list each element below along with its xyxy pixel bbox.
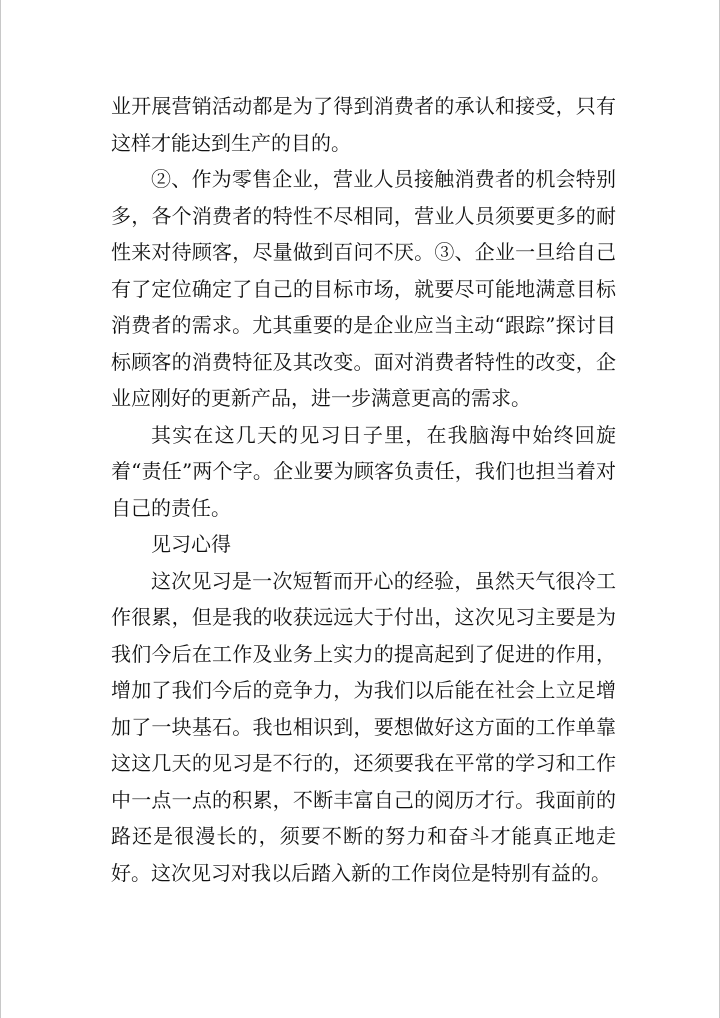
- paragraph-retail-points: ②、作为零售企业，营业人员接触消费者的机会特别多，各个消费者的特性不尽相同，营业人员须要更多的耐性来对待顾客，尽量做到百问不厌。③、企业一旦给自己有了定位确定了自己的目标市场，就要尽可能地满意目标消费者的需求。尤其重要的是企业应当主动“跟踪”探讨目标顾客的消费特征及其改变。面对消费者特性的改变，企业应刚好的更新产品，进一步满意更高的需求。: [111, 167, 616, 410]
- section-heading: 见习心得: [151, 532, 231, 556]
- paragraph-reflection: 这次见习是一次短暂而开心的经验，虽然天气很冷工作很累，但是我的收获远远大于付出，这次见习主要是为我们今后在工作及业务上实力的提高起到了促进的作用，增加了我们今后的竞争力，为我们以后能在社会上立足增加了一块基石。我也相识到，要想做好这方面的工作单靠这这几天的见习是不行的，还须要我在平常的学习和工作中一点一点的积累，不断丰富自己的阅历才行。我面前的路还是很漫长的，须要不断的努力和奋斗才能真正地走好。这次见习对我以后踏入新的工作岗位是特别有益的。: [111, 568, 616, 885]
- document-body: [111, 88, 616, 891]
- paragraph-continuation: 业开展营销活动都是为了得到消费者的承认和接受，只有这样才能达到生产的目的。: [111, 94, 616, 155]
- paragraph-responsibility: 其实在这几天的见习日子里，在我脑海中始终回旋着“责任”两个字。企业要为顾客负责任，我们也担当着对自己的责任。: [111, 422, 616, 520]
